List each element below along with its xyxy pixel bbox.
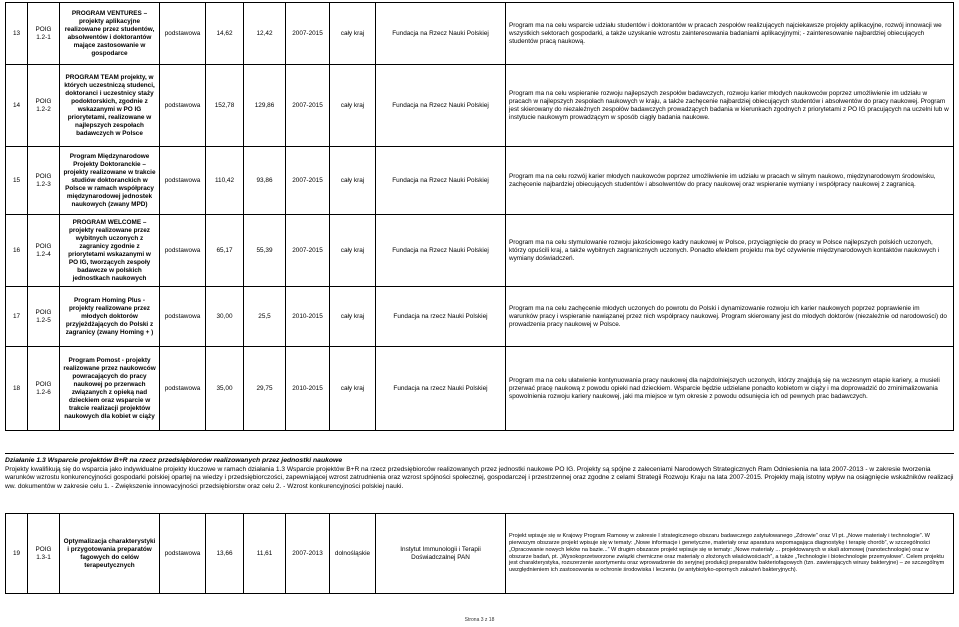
project-name: Program Homing Plus - projekty realizowane przez młodych doktorów przyjeżdżających do Polski z zagranicy (zwany Homing + )	[60, 287, 160, 347]
project-type: podstawowa	[160, 287, 206, 347]
value-eu: 55,39	[244, 215, 286, 287]
period: 2007-2015	[286, 147, 330, 215]
project-name: PROGRAM TEAM projekty, w których uczestniczą studenci, doktoranci i uczestnicy staży podoktorskich, zgodnie z wskazanymi w PO IG priorytetami, realizowane w najlepszych zespołach badawczych w Polsce	[60, 65, 160, 147]
table-row	[6, 514, 954, 594]
project-type: podstawowa	[160, 347, 206, 431]
value-eu: 25,5	[244, 287, 286, 347]
row-number: 14	[6, 65, 28, 147]
project-type: podstawowa	[160, 65, 206, 147]
area: cały kraj	[330, 287, 376, 347]
period: 2010-2015	[286, 347, 330, 431]
measure-title: Działanie 1.3 Wsparcie projektów B+R na rzecz przedsiębiorców realizowanych przez jednostki naukowe	[5, 457, 343, 464]
period: 2007-2015	[286, 3, 330, 65]
project-code: POIG 1.3-1	[28, 514, 60, 594]
description: Projekt wpisuje się w Krajowy Program Ramowy w zakresie I strategicznego obszaru badawczego zatytułowanego „Zdrowie” oraz VI pt. „Nowe materiały i technologie”. W pierwszym obszarze projekt wpisuje się w tematy: „Nowe informacje i genetyczne, materiały oraz aparatura wspomagająca diagnostykę i terapię chorób”, w szczególności „Opracowanie nowych leków na bazie...” W drugim obszarze projekt wpisuje się w tematy: „Nowe materiały ... projektowanych w skali atomowej (nanotechnologie) oraz w obszarze badań, pt. „Wysokoprzetworzone związki chemiczne oraz materiały o złożonych właściwościach”, a także „Technologie i biotechnologie przemysłowe”. Celem projektu jest charakterystyka, rozszerzenie asortymentu oraz wprowadzenie do seryjnej produkcji preparatów bakteriofagowych (tzn. zawierających wirusy bakteryjne) – ze szczególnym uwzględnieniem ich zastosowania w ochronie środowiska i leczeniu (w antybiotyko-opornych zakażeń bakteryjnych).	[506, 514, 954, 594]
project-name: PROGRAM WELCOME – projekty realizowane przez wybitnych uczonych z zagranicy zgodnie z priorytetami wskazanymi w PO IG, tworzących zespoły badawcze w polskich jednostkach naukowych	[60, 215, 160, 287]
projects-table-bottom	[5, 513, 954, 594]
value-total: 65,17	[206, 215, 244, 287]
project-type: podstawowa	[160, 3, 206, 65]
project-name: PROGRAM VENTURES – projekty aplikacyjne realizowane przez studentów, absolwentów i doktorantów mające zastosowanie w gospodarce	[60, 3, 160, 65]
value-total: 152,78	[206, 65, 244, 147]
table-row	[6, 287, 954, 347]
page-footer: Strona 3 z 18	[464, 617, 495, 623]
project-code: POIG 1.2-5	[28, 287, 60, 347]
institution: Fundacja na rzecz Nauki Polskiej	[376, 287, 506, 347]
project-name: Program Międzynarodowe Projekty Doktoranckie – projekty realizowane w trakcie studiów doktoranckich w Polsce w ramach współpracy międzynarodowej jednostek naukowych (zwany MPD)	[60, 147, 160, 215]
area: cały kraj	[330, 3, 376, 65]
area: cały kraj	[330, 147, 376, 215]
value-total: 14,62	[206, 3, 244, 65]
institution: Instytut Immunologii i Terapii Doświadczalnej PAN	[376, 514, 506, 594]
value-eu: 12,42	[244, 3, 286, 65]
section-separator	[5, 453, 954, 454]
period: 2007-2013	[286, 514, 330, 594]
measure-description: Projekty kwalifikują się do wsparcia jako indywidualne projekty kluczowe w ramach działania 1.3 Wsparcie projektów B+R na rzecz przedsiębiorców realizowanych przez jednostki naukowe PO IG. Projekty są spójne z zaleceniami Narodowych Strategicznych Ram Odniesienia na lata 2007-2013 - w zakresie tworzenia warunków wzrostu konkurencyjności gospodarki polskiej opartej na wiedzy i przedsiębiorczości, zapewniającej wzrost zatrudnienia oraz wzrost spójności społecznej, gospodarczej i przestrzennej oraz zgodne z celami Strategii Rozwoju Kraju na lata 2007-2015. Projekty mają istotny wpływ na osiągnięcie wskaźników realizacji ww. dokumentów w zakresie celu 1. - Zwiększenie innowacyjności przedsiębiorstw oraz celu 2. - Wzrost konkurencyjności polskiej nauki.	[5, 466, 954, 490]
area: cały kraj	[330, 215, 376, 287]
value-total: 13,66	[206, 514, 244, 594]
description: Program ma na celu wsparcie udziału studentów i doktorantów w pracach zespołów realizujących najciekawsze projekty aplikacyjne, rozwój innowacji we wszystkich sektorach gospodarki, a także uzyskanie wzrostu zainteresowania badaniami aplikacyjnymi; - zainteresowanie najbardziej obiecujących studentów pracą naukową.	[506, 3, 954, 65]
table-row	[6, 347, 954, 431]
row-number: 19	[6, 514, 28, 594]
table-row	[6, 215, 954, 287]
value-eu: 29,75	[244, 347, 286, 431]
period: 2007-2015	[286, 65, 330, 147]
institution: Fundacja na Rzecz Nauki Polskiej	[376, 215, 506, 287]
description: Program ma na celu stymulowanie rozwoju jakościowego kadry naukowej w Polsce, przyciągnięcie do pracy w Polsce najlepszych polskich uczonych, którzy opuścili kraj, a także wybitnych zagranicznych uczonych. Ponadto efektem projektu ma być ożywienie międzynarodowych kontaktów naukowych i wymiany doświadczeń.	[506, 215, 954, 287]
institution: Fundacja na Rzecz Nauki Polskiej	[376, 3, 506, 65]
row-number: 18	[6, 347, 28, 431]
table-row	[6, 147, 954, 215]
project-code: POIG 1.2-3	[28, 147, 60, 215]
institution: Fundacja na rzecz Nauki Polskiej	[376, 347, 506, 431]
table-row	[6, 3, 954, 65]
project-type: podstawowa	[160, 514, 206, 594]
table-row	[6, 65, 954, 147]
project-code: POIG 1.2-4	[28, 215, 60, 287]
project-code: POIG 1.2-6	[28, 347, 60, 431]
value-eu: 129,86	[244, 65, 286, 147]
project-name: Optymalizacja charakterystyki i przygotowania preparatów fagowych do celów terapeutycznych	[60, 514, 160, 594]
project-type: podstawowa	[160, 147, 206, 215]
project-code: POIG 1.2-2	[28, 65, 60, 147]
period: 2007-2015	[286, 215, 330, 287]
project-code: POIG 1.2-1	[28, 3, 60, 65]
institution: Fundacja na Rzecz Nauki Polskiej	[376, 65, 506, 147]
area: dolnośląskie	[330, 514, 376, 594]
period: 2010-2015	[286, 287, 330, 347]
row-number: 15	[6, 147, 28, 215]
value-total: 30,00	[206, 287, 244, 347]
row-number: 16	[6, 215, 28, 287]
value-total: 35,00	[206, 347, 244, 431]
description: Program ma na celu rozwój karier młodych naukowców poprzez umożliwienie im udziału w pracach w silnym naukowo, międzynarodowym środowisku, zachęcenie najbardziej obiecujących studentów i absolwentów do pracy naukowej oraz wspieranie wymiany i współpracy naukowej z zagranicą.	[506, 147, 954, 215]
area: cały kraj	[330, 347, 376, 431]
row-number: 17	[6, 287, 28, 347]
description: Program ma na celu wspieranie rozwoju najlepszych zespołów badawczych, rozwoju karier młodych naukowców poprzez umożliwienie im udziału w pracach w najlepszych zespołach naukowych w kraju, a także zachęcenie najbardziej obiecujących studentów i absolwentów do pracy naukowej. Program jest skierowany do niezależnych zespołów badawczych prowadzących badania w kierunkach zgodnych z priorytetami z PO IG pracujących na uczelni lub w instytucie naukowym prowadzącym w sposób ciągły badania naukowe.	[506, 65, 954, 147]
value-total: 110,42	[206, 147, 244, 215]
value-eu: 11,61	[244, 514, 286, 594]
description: Program ma na celu ułatwienie kontynuowania pracy naukowej dla najzdolniejszych uczonych, którzy znajdują się na wczesnym etapie kariery, a musieli przerwać pracę naukową z powodu opieki nad dzieckiem. Wsparcie będzie udzielane ponadto kobietom w ciąży i ma doprowadzić do zminimalizowania spowolnienia rozwoju kariery naukowej, jaki ma miejsce w tym okresie z powodu odsunięcia ich od pewnych prac badawczych.	[506, 347, 954, 431]
description: Program ma na celu zachęcenie młodych uczonych do powrotu do Polski i dynamizowanie rozwoju ich karier naukowych poprzez poprawienie im warunków pracy i wspieranie nawiązanej przez nich współpracy naukowej. Program skierowany jest do młodych doktorów (niezależnie od narodowości) do prowadzenia pracy naukowej w Polsce.	[506, 287, 954, 347]
projects-table-top	[5, 2, 954, 431]
institution: Fundacja na Rzecz Nauki Polskiej	[376, 147, 506, 215]
row-number: 13	[6, 3, 28, 65]
project-name: Program Pomost - projekty realizowane przez naukowców powracających do pracy naukowej po przerwach związanych z opieką nad dzieckiem oraz wsparcie w trakcie realizacji projektów naukowych dla kobiet w ciąży	[60, 347, 160, 431]
value-eu: 93,86	[244, 147, 286, 215]
project-type: podstawowa	[160, 215, 206, 287]
area: cały kraj	[330, 65, 376, 147]
